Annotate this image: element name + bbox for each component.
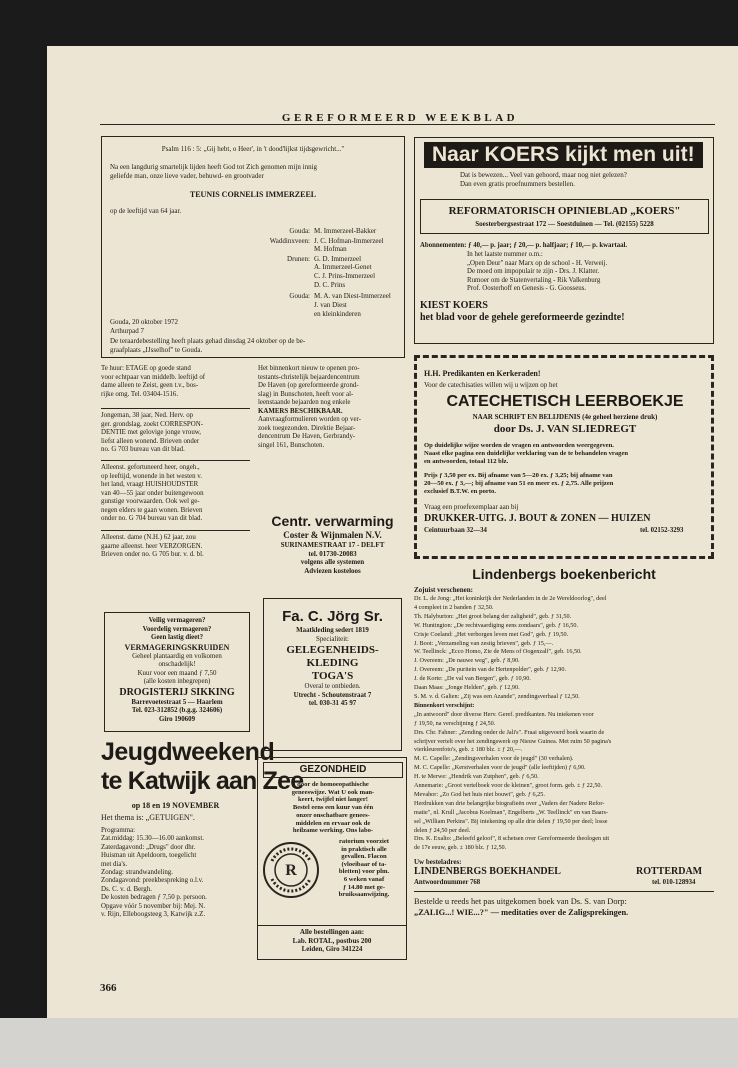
herbs-line: Geheel plantaardig en volkomen xyxy=(132,652,222,660)
health-line: middelen en ervaar ook de xyxy=(295,819,371,827)
family-name: C. J. Prins-Immerzeel xyxy=(314,272,376,280)
catechism-price xyxy=(424,472,613,497)
book-line: ƒ 19,50, na verschijning ƒ 24,50. xyxy=(414,719,496,727)
family-name: J. C. Hofman-Immerzeel xyxy=(314,237,384,245)
family-name: G. D. Immerzeel xyxy=(314,255,362,263)
book-line: Herdrukken van drie belangrijke biografieën over „Vaders der Nadere Refor- xyxy=(414,799,605,807)
youth-line: Zondagavond: preekbespreking o.l.v. xyxy=(101,877,204,885)
koers-org: REFORMATORISCH OPINIEBLAD „KOERS" xyxy=(448,205,681,217)
family-city: Waddinxveen: xyxy=(269,237,310,245)
koers-content-line: Prof. Oosterhoff en Genesis - G. Goosseus. xyxy=(467,285,587,293)
book-line: J. Boot: „Verzameling van zestig brieven", geb. ƒ 15,—. xyxy=(414,639,554,647)
herbs-line: Veilig vermageren? xyxy=(148,617,206,624)
classified-line: negen elders te gaan wonen. Brieven xyxy=(101,506,203,514)
classified-line: Het binnenkort nieuw te openen pro- xyxy=(258,365,360,372)
koers-content-line: Rumoer om de Statenvertaling - Rik Valkenburg xyxy=(467,276,601,284)
youth-line: Zaterdagavond: „Drugs" door dhr. xyxy=(101,843,196,851)
obituary-intro-2: geliefde man, onze lieve vader, behuwd- en grootvader xyxy=(110,172,264,180)
health-text xyxy=(263,781,403,835)
catechism-title: CATECHETISCH LEERBOEKJE xyxy=(446,393,684,410)
koers-title: Naar KOERS kijkt men uit! xyxy=(424,142,703,168)
health-line: heilzame werking. Ons labo- xyxy=(292,827,374,835)
catechism-sub: Voor de catechisaties willen wij u wijzen op het xyxy=(424,381,558,389)
obituary-intro-1: Na een langdurig smartelijk lijden heeft God tot Zich genomen mijn innig xyxy=(110,163,318,171)
koers-intro: Dan even gratis proefnummers bestellen. xyxy=(460,180,575,188)
classified-line: Alleenst. dame (N.H.) 62 jaar, zou xyxy=(101,534,196,541)
book-line: Drs. Chr. Fahner: „Zending onder de Jali's". Fraai uitgevoerd boek waarin de xyxy=(414,728,605,736)
catechism-author: door Ds. J. VAN SLIEDREGT xyxy=(493,423,637,435)
family-name: D. C. Prins xyxy=(314,281,346,289)
koers-cta-1: KIEST KOERS xyxy=(420,300,488,311)
lindenbergs-answer: Antwoordnummer 768 xyxy=(414,879,481,886)
jorg-line: TOGA'S xyxy=(311,670,354,683)
book-line: „In antwoord" door diverse Herv. Geref. predikanten. Nu intekenen voor xyxy=(414,710,594,718)
book-line: J. Overeem: „De nauwe weg", geb. ƒ 8,90. xyxy=(414,657,520,665)
herbs-line: DROGISTERIJ SIKKING xyxy=(119,686,235,698)
book-line: 4 compleet in 2 banden ƒ 32,50. xyxy=(414,603,494,611)
book-line: Crisje Coeland: „Het verborgen leven met God", geb. ƒ 19,50. xyxy=(414,630,569,638)
jorg-line: Utrecht - Schoutenstraat 7 xyxy=(293,691,372,699)
book-line: Th. Halyburton: „Het groot belang der zaligheid", geb. ƒ 31,50. xyxy=(414,612,572,620)
book-line: vierkleurenfoto's, geb. ± 180 blz. ± ƒ 20,—. xyxy=(414,746,523,754)
book-line: J. Overeem: „De puritein van de Hertenpolder", geb. ƒ 12,90. xyxy=(414,666,567,674)
heating-line: tel. 01730-20083 xyxy=(308,549,357,558)
jorg-line: Overal te ontbieden. xyxy=(304,683,361,691)
health-line: keert, twijfel niet langer! xyxy=(298,796,368,804)
health-title: GEZONDHEID xyxy=(263,762,403,778)
youth-title-2: te Katwijk aan Zee xyxy=(101,767,304,795)
lindenbergs-footer-1: Bestelde u reeds het pas uitgekomen boek van Ds. S. van Dorp: xyxy=(414,897,627,906)
classified-line: leenstaande bejaarden nog enkele xyxy=(258,399,351,406)
health-line: ƒ 14.80 met ge- xyxy=(342,883,386,891)
herbs-line: Voordelig vermageren? xyxy=(142,625,212,633)
catechism-price-line: exclusief B.T.W. en porto. xyxy=(424,488,496,496)
page-header: GEREFORMEERD WEEKBLAD xyxy=(281,112,519,124)
catechism-source: NAAR SCHRIFT EN BELIJDENIS (4e geheel herziene druk) xyxy=(472,413,658,421)
youth-program xyxy=(101,827,207,919)
book-line: matie", nl. Krull „Jacobus Koelman", Engelberts „W. Teellinck" en van Baars- xyxy=(414,808,609,816)
decorative-border xyxy=(414,355,714,358)
catechism-price-line: 20—50 ex. ƒ 3,—; bij afname van 51 en meer ex. ƒ 2,75. Alle prijzen xyxy=(424,480,614,488)
catechism-publisher: DRUKKER-UITG. J. BOUT & ZONEN — HUIZEN xyxy=(424,513,651,524)
classified-line: dencentrum De Haven, Gerbrandy- xyxy=(258,433,356,440)
koers-contents xyxy=(467,251,607,294)
herbs-line: Barrevoetestraat 5 — Haarlem xyxy=(131,698,223,706)
obituary-address: Arthurpad 7 xyxy=(110,327,145,335)
lindenbergs-book-list xyxy=(414,595,611,853)
book-line: Dr. L. de Jong: „Het koninkrijk der Nederlanden in de 2e Wereldoorlog", deel xyxy=(414,595,607,602)
heating-line: SURINAMESTRAAT 17 - DELFT xyxy=(280,541,385,549)
classified-line: onder no. G 704 bureau van dit blad. xyxy=(101,515,203,522)
classified-etage xyxy=(101,365,205,399)
scan-bottom-margin xyxy=(0,1018,738,1068)
health-order-line: Lab. ROTAL, postbus 200 xyxy=(292,936,372,945)
catechism-sample: Vraag een proefexemplaar aan bij xyxy=(424,503,519,511)
jorg-line: GELEGENHEIDS- xyxy=(286,644,379,657)
book-line: delen ƒ 24,50 per deel. xyxy=(414,826,471,834)
classified-line: KAMERS BESCHIKBAAR. xyxy=(258,407,343,415)
youth-line: met dia's. xyxy=(101,860,128,868)
youth-line: Zondag: strandwandeling. xyxy=(101,869,173,877)
book-line: Drs. K. Exalto: „Beleefd geloof", 8 schetsen over Gereformeerde theologen uit xyxy=(414,835,610,843)
health-line: onzer onschatbare genees- xyxy=(296,811,370,819)
book-line: W. Huntington: „De rechtvaardiging eens zondaars", geb. ƒ 16,50. xyxy=(414,621,578,629)
health-line: in praktisch alle xyxy=(341,845,387,853)
classified-line: testants-christelijk bejaardencentrum xyxy=(258,373,360,381)
divider xyxy=(101,530,250,531)
book-line: Daan Maas: „Jonge Helden", geb. ƒ 12,90. xyxy=(414,684,520,692)
health-line: (vloeibaar of ta- xyxy=(341,860,387,868)
health-side-text xyxy=(322,838,406,899)
youth-title-1: Jeugdweekend xyxy=(101,738,275,766)
family-city: Gouda: xyxy=(289,227,310,235)
herbs-ad xyxy=(105,617,249,724)
classified-line: Aanvraagformulieren worden op ver- xyxy=(258,416,361,423)
youth-line: Ds. C. v. d. Bergh. xyxy=(101,885,152,893)
homoeopathic-seal-icon xyxy=(262,841,320,899)
heating-title: Centr. verwarming xyxy=(271,513,394,529)
classified-line: voor echtpaar van middelb. leeftijd of xyxy=(101,373,206,381)
herbs-line: Kuur voor een maand ƒ 7,50 xyxy=(137,669,217,677)
classified-line: liefst alleen wonend. Brieven onder xyxy=(101,437,200,445)
health-line: bletten) voor plm. xyxy=(338,868,390,876)
book-line: Annemarie: „Groot vertelboek voor de kleinen", groot form. geb. ± ƒ 22,50. xyxy=(414,782,603,790)
classified-correspondentie xyxy=(101,412,203,455)
youth-theme: Het thema is: „GETUIGEN". xyxy=(101,813,195,822)
health-line: ratorium voorziet xyxy=(339,838,389,845)
koers-cta-2: het blad voor de gehele gereformeerde gezindte! xyxy=(420,312,625,323)
youth-line: Zat.middag: 15.30—16.00 aankomst. xyxy=(101,835,204,843)
classified-line: gaarne alleenst. heer VERZORGEN. xyxy=(101,542,203,550)
family-name: en kleinkinderen xyxy=(314,310,361,318)
book-line: de 17e eeuw, geb. ± 180 blz. ƒ 12,50. xyxy=(414,844,507,852)
heating-ad xyxy=(256,530,409,575)
lindenbergs-just: Zojuist verschenen: xyxy=(414,586,473,594)
youth-line: Opgave vóór 5 november bij: Mej. N. xyxy=(101,902,206,910)
book-line: H. te Merwe: „Hendrik van Zutphen", geb. ƒ 6,50. xyxy=(414,773,539,781)
lindenbergs-tel: tel. 010-128934 xyxy=(652,879,696,886)
book-line: J. de Korte: „De val van Bergen", geb. ƒ 10,90. xyxy=(414,675,531,683)
decorative-border xyxy=(711,355,714,558)
jorg-title: Fa. C. Jörg Sr. xyxy=(282,608,383,625)
classified-line: slag) in Bunschoten, heeft voor al- xyxy=(258,390,354,398)
youth-line: v. Rijn, Elleboogsteeg 3, Katwijk z.Z. xyxy=(101,911,206,919)
divider xyxy=(101,460,250,461)
lindenbergs-orders: Uw besteladres: xyxy=(414,858,462,866)
classified-line: ger. grondslag, zoekt CORRESPON- xyxy=(101,420,204,428)
catechism-price-line: Prijs ƒ 3,50 per ex. Bij afname van 5—20 ex. ƒ 3,25; bij afname van xyxy=(424,472,613,479)
obituary-age: op de leeftijd van 64 jaar. xyxy=(110,207,182,215)
health-order xyxy=(258,925,406,960)
header-rule xyxy=(100,124,715,125)
classified-huishoudster xyxy=(101,464,204,524)
book-line: S. M. v. d. Galien: „Zij was een Azande", zendingsverhaal ƒ 12,50. xyxy=(414,692,580,700)
family-city: Gouda: xyxy=(289,292,310,300)
classified-line: Alleenst. gefortuneerd heer, ongeh., xyxy=(101,464,200,471)
book-line: Mevahor: „Zo God het huis niet bouwt", geb. ƒ 6,25. xyxy=(414,790,545,798)
decorative-border xyxy=(414,355,417,558)
book-line: M. C. Capelle: „Zendingsverhalen voor de jeugd" (30 verhalen). xyxy=(414,755,574,763)
classified-line: gunstige voorwaarden. Ook wel ge- xyxy=(101,498,200,505)
classified-line: DENTIE met gelovige jonge vrouw, xyxy=(101,429,202,436)
health-order-line: Leiden, Giro 341224 xyxy=(301,945,363,954)
obituary-name: TEUNIS CORNELIS IMMERZEEL xyxy=(189,190,317,199)
classified-line: het land, vraagt HUISHOUDSTER xyxy=(101,481,199,488)
classified-de-haven xyxy=(258,365,361,450)
catechism-pub-address: Ceintuurbaan 32—34 xyxy=(424,527,487,534)
koers-content-line: De moed om impopulair te zijn - Drs. J. Klatter. xyxy=(467,268,600,276)
lindenbergs-city: ROTTERDAM xyxy=(636,866,703,877)
catechism-desc-line: Op duidelijke wijze worden de vragen en antwoorden weergegeven. xyxy=(424,442,614,449)
catechism-description xyxy=(424,442,628,467)
youth-line: Huisman uit Apeldoorn, toegelicht xyxy=(101,852,197,860)
divider xyxy=(101,408,250,409)
health-order-line: Alle bestellingen aan: xyxy=(299,928,365,936)
book-line: M. C. Capelle: „Kerstverhalen voor de jeugd" (alle leeftijden) ƒ 6,90. xyxy=(414,764,586,772)
page-number: 366 xyxy=(100,982,117,994)
koers-address: Soesterbergsestraat 172 — Soestduinen — Tel. (02155) 5228 xyxy=(475,220,654,228)
herbs-line: onschadelijk! xyxy=(158,661,196,668)
classified-line: rijke omg. Tel. 03404-1516. xyxy=(101,390,179,398)
classified-line: op leeftijd, wonende in het westen v. xyxy=(101,472,202,480)
svg-text:R: R xyxy=(285,862,297,879)
classified-line: van 40—55 jaar onder buitengewoon xyxy=(101,489,204,497)
classified-line: no. G 703 bureau van dit blad. xyxy=(101,446,185,453)
family-city: Drunen: xyxy=(287,255,310,263)
koers-subscriptions: Abonnementen: ƒ 40,— p. jaar; ƒ 20,— p. halfjaar; ƒ 10,— p. kwartaal. xyxy=(420,242,628,249)
koers-content-line: „Open Deur" naar Marx op de school - H. Verweij. xyxy=(467,259,608,267)
classified-verzorgen xyxy=(101,534,204,560)
obituary-place-date: Gouda, 20 oktober 1972 xyxy=(110,318,179,326)
divider xyxy=(414,891,714,892)
classified-line: zoek toegezonden. Direktie Bejaar- xyxy=(258,424,356,432)
catechism-desc-line: en antwoorden, totaal 112 blz. xyxy=(424,458,509,466)
health-line: geneeswijze. Wat U ook man- xyxy=(291,788,375,796)
lindenbergs-shop: LINDENBERGS BOEKHANDEL xyxy=(414,866,561,877)
obituary-burial-2: graafplaats „IJsselhof" te Gouda. xyxy=(110,346,203,354)
youth-line: Programma: xyxy=(101,827,136,834)
family-name: J. van Diest xyxy=(314,301,347,309)
book-line: Binnenkort verschijnt: xyxy=(414,701,475,709)
herbs-line: (alle kosten inbegrepen) xyxy=(143,678,211,685)
classified-line: dame alleen te Zeist, geen t.v., bos- xyxy=(101,382,199,389)
jorg-line: Maatkleding sedert 1819 xyxy=(296,627,369,634)
koers-intro: Dat is bewezen... Veel van gehoord, maar nog niet gelezen? xyxy=(460,171,627,179)
family-name: A. Immerzeel-Genet xyxy=(314,263,372,271)
family-name: M. A. van Diest-Immerzeel xyxy=(314,292,391,300)
heating-line: Adviezen kosteloos xyxy=(304,566,361,575)
book-line: schrijver vertelt over het zendingswerk op Nieuw Guinea. Met ruim 50 pagina's xyxy=(414,737,612,745)
book-line: sel „William Perkins". Bij intekening op alle drie delen ƒ 19,50 per deel; losse xyxy=(414,817,608,825)
classified-line: De Haven (op gereformeerde grond- xyxy=(258,382,359,389)
jorg-line: KLEDING xyxy=(306,657,359,670)
book-line: W. Teellinck: „Ecco Homo, Zie de Mens of Oogenzalf", geb. 16,50. xyxy=(414,648,582,656)
lindenbergs-footer-2: „ZALIG...! WIE...?" — meditaties over de Zaligsprekingen. xyxy=(414,908,629,917)
heating-line: Coster & Wijnmalen N.V. xyxy=(283,530,382,540)
jorg-ad xyxy=(264,627,401,709)
family-name: M. Immerzeel-Bakker xyxy=(314,227,377,235)
obituary-psalm: Psalm 116 : 5: „Gij hebt, o Heer', in 't dood'lijkst tijdsgewricht..." xyxy=(161,145,345,153)
herbs-line: Tel. 023-312852 (b.g.g. 324606) xyxy=(131,707,223,714)
koers-content-line: In het laatste nummer o.m.: xyxy=(467,251,543,258)
health-line: Bestel eens een kuur van één xyxy=(292,804,374,812)
herbs-line: Giro 190609 xyxy=(158,715,196,723)
jorg-line: Specialiteit: xyxy=(316,635,349,643)
health-line: bruiksaanwijzing. xyxy=(338,891,390,899)
health-line: gevallen. Flacon xyxy=(341,853,387,861)
herbs-line: Geen lastig dieet? xyxy=(150,634,204,641)
classified-line: Brieven onder no. G 705 bur. v. d. bl. xyxy=(101,551,204,558)
health-line: 6 weken vanaf xyxy=(343,875,385,883)
catechism-pub-tel: tel. 02152-3293 xyxy=(640,527,684,534)
family-name: M. Hofman xyxy=(314,245,347,253)
obituary-burial-1: De teraardebestelling heeft plaats gehad dinsdag 24 oktober op de be- xyxy=(110,337,306,345)
catechism-heading: H.H. Predikanten en Kerkeraden! xyxy=(424,369,541,378)
classified-line: singel 161, Bunschoten. xyxy=(258,441,325,449)
heating-line: volgens alle systemen xyxy=(300,558,365,567)
decorative-border xyxy=(414,556,714,559)
jorg-line: tel. 030-31 45 97 xyxy=(308,700,357,708)
youth-line: De kosten bedragen ƒ 7,50 p. persoon. xyxy=(101,894,207,902)
classified-line: Te huur: ETAGE op goede stand xyxy=(101,365,191,372)
herbs-line: VERMAGERINGSKRUIDEN xyxy=(124,642,230,652)
lindenbergs-title: Lindenbergs boekenbericht xyxy=(472,566,656,582)
health-line: door de homoeopathische xyxy=(297,781,369,788)
catechism-desc-line: Naast elke pagina een duidelijke verklaring van de te behandelen vragen xyxy=(424,450,629,458)
classified-line: Jongeman, 38 jaar, Ned. Herv. op xyxy=(101,412,194,419)
youth-date: op 18 en 19 NOVEMBER xyxy=(131,801,220,810)
